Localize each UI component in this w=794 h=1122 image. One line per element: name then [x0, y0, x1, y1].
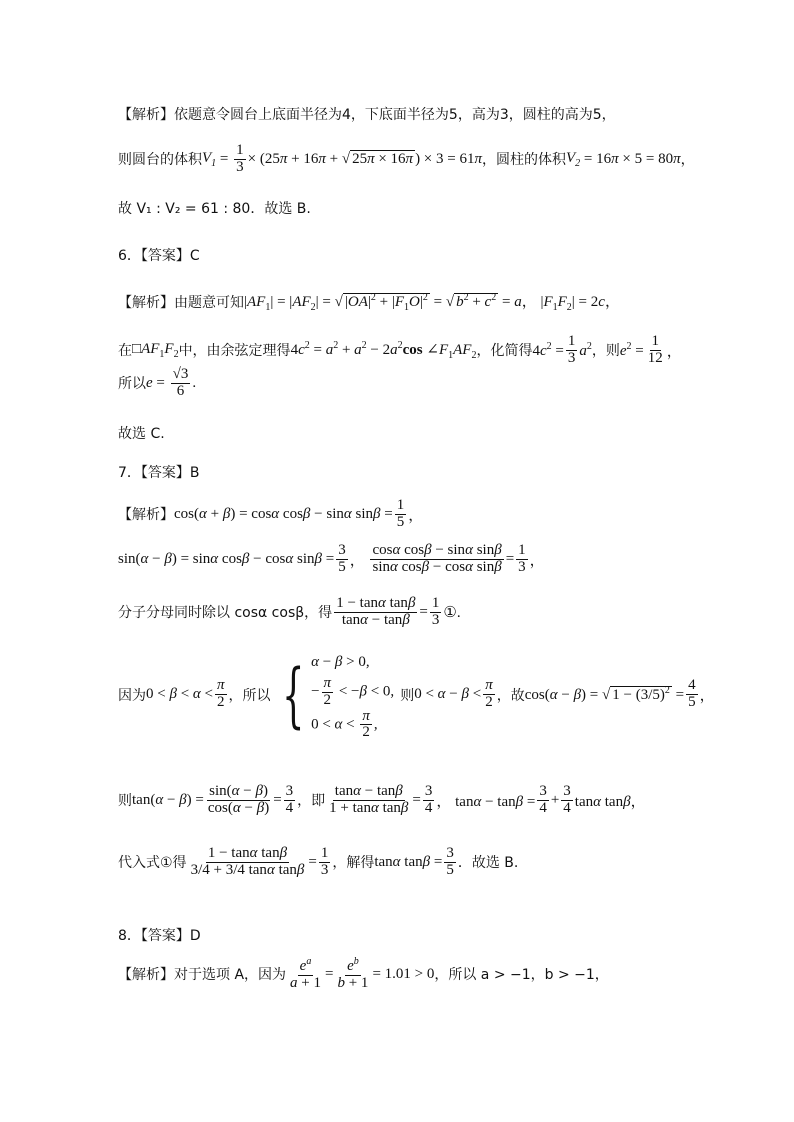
analysis-6-line-2: 在 $□AF_1F_2$ 中，由余弦定理得 $4c^2 = a^2 + a^2 - 2a^2\cos$ $\angle F_1AF_2$ ，化简得 $4c^2$ = $\frac{1}{3}$ $a^2$ ，则 $e^2$ = $\frac{1}{12}$ ， [118, 333, 682, 366]
text: 在 [118, 343, 132, 360]
analysis-7-line-4: 因为 0 < β < α < $\frac{\pi}{2}$ ，所以 { α − β > 0, − $\frac{\pi}{2}$ < −β < 0, 0 < α < $\frac{\pi}{2}$ , 则 0 < α − β < $\frac{\pi}{2}$ ，故 cos(α − β) = √ $1 - (3/5)^2$ = $\frac{4}{5}$ ， [118, 653, 715, 741]
text: 则 [118, 793, 132, 810]
text: 【解析】由题意可知 [118, 294, 244, 311]
text: 故 V₁ : V₂ = 61 : 80．故选 B. [118, 201, 311, 217]
text: 则 [400, 687, 415, 704]
analysis-7-line-3: 分子分母同时除以 cosα cosβ，得 $\frac{\text{1 − tanα tanβ}}{\tan\alpha - \tan\beta}$ = $\frac{1}{3}$ ①. [118, 595, 461, 628]
text: 因为 [118, 687, 146, 704]
analysis-6-line-1: 【解析】由题意可知 $|AF_1| = |AF_2|$ = √ $|OA|^2 + |F_1O|^2$ = √ $b^2 + c^2 = a$， $|F_1F_2| = 2c$， [118, 292, 620, 313]
analysis-7-line-6: 代入式①得 $\frac{\text{1 − tanα tanβ}}{\text{3/4 + 3/4 tanα tanβ}}$ = $\frac{1}{3}$ ，解得 tanα tanβ = $\frac{3}{5}$ ．故选 B. [118, 845, 519, 878]
analysis-7-line-1: 【解析】 cos(α + β) = cosα cosβ − sinα sinβ = $\frac{1}{5}$ ， [118, 497, 424, 530]
text: ， [680, 152, 695, 169]
analysis-line-1 [118, 104, 616, 124]
analysis-6-line-4 [118, 423, 165, 443]
text: ．故选 B. [457, 855, 519, 872]
analysis-line-3 [118, 198, 311, 218]
text: 6．【答案】C [118, 248, 200, 264]
text: 则圆台的体积 [118, 152, 202, 169]
text: ，解得 [332, 855, 375, 872]
text: ，即 [297, 793, 326, 810]
text: 分子分母同时除以 cosα cosβ，得 [118, 605, 333, 622]
analysis-7-line-2: sin(α − β) = sinα cosβ − cosα sinβ = $\frac{3}{5}$ ， $\frac{\text{cosα cosβ − sinα sinβ}}{\text{sinα cosβ − cosα sinβ}}$ = $\frac{1}{3}$ ， [118, 542, 545, 575]
text: 【解析】对于选项 A，因为 [118, 967, 287, 984]
text: ，圆柱的体积 [482, 152, 566, 169]
analysis-8-line-1: 【解析】对于选项 A，因为 $\frac{e^a}{a + 1}$ = $\frac{e^b}{b + 1}$ = 1.01 > 0 ，所以 a > −1，b > −1， [118, 956, 609, 991]
text: ，所以 [228, 687, 271, 704]
text: 【解析】依题意令圆台上底面半径为4，下底面半径为5，高为3，圆柱的高为5， [118, 107, 616, 123]
text: 【解析】 [118, 507, 174, 524]
answer-6 [118, 245, 200, 265]
text: ，化简得 [476, 343, 533, 360]
text: 故选 C. [118, 426, 165, 442]
text: ，所以 a > −1，b > −1， [434, 967, 609, 984]
text: ，故 [496, 687, 525, 704]
text: 7．【答案】B [118, 465, 200, 481]
text: 代入式①得 [118, 855, 187, 872]
answer-8 [118, 925, 201, 945]
analysis-7-line-5: 则 tan(α − β) = $\frac{\sin(\alpha - \beta)}{\cos(\alpha - \beta)}$ = $\frac{3}{4}$ ，即 $\frac{\tan\alpha - \tan\beta}{\text{1 + tanα tanβ}}$ = $\frac{3}{4}$ ， tanα − tanβ = $\frac{3}{4}$ + $\frac{3}{4}$ tanα tanβ， [118, 783, 646, 816]
text: ，则 [591, 343, 620, 360]
text: 中，由余弦定理得 [178, 343, 291, 360]
analysis-line-2: 则圆台的体积 $V_1$ = $\frac{1}{3}$ × (25π + 16π + √ 25π × 16π ) × 3 = 61π ，圆柱的体积 $V_2$ = 16π × 5 = 80π ， [118, 142, 695, 175]
text: 8．【答案】D [118, 928, 201, 944]
text: 所以 [118, 376, 146, 393]
answer-7 [118, 462, 200, 482]
analysis-6-line-3: 所以 e = $\frac{√3}{6}$ . [118, 366, 197, 399]
